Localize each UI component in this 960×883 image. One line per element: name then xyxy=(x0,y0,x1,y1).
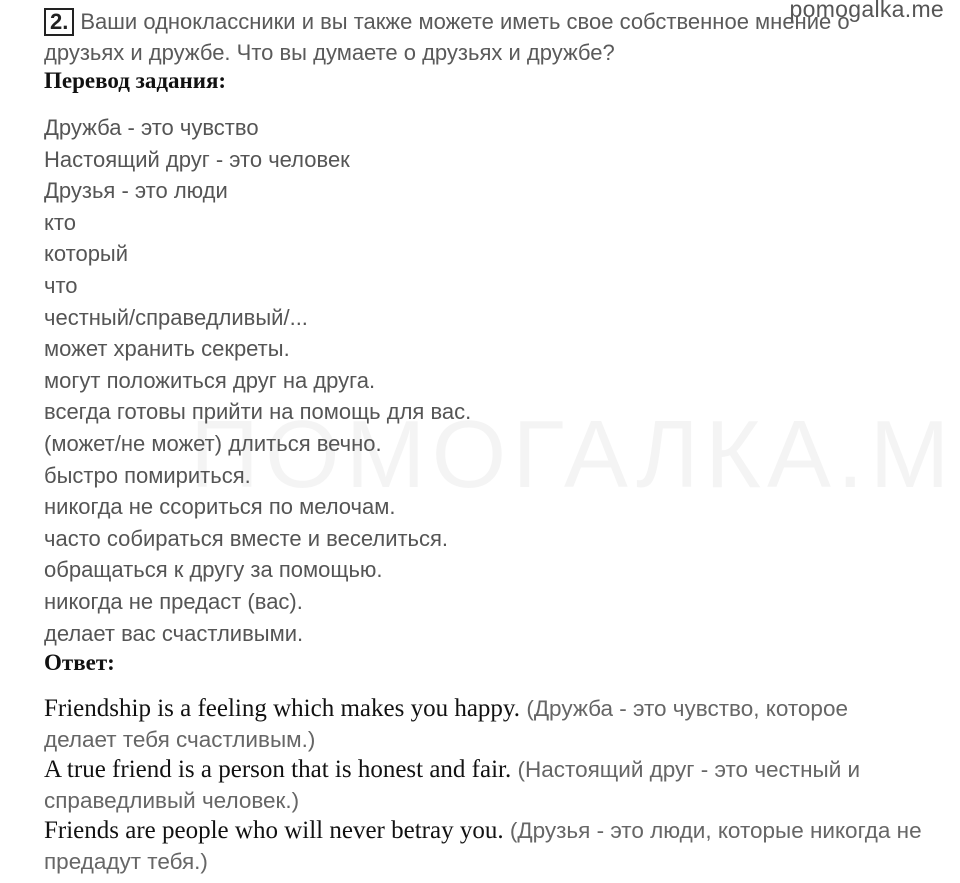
task-header xyxy=(44,6,864,68)
phrase-item: кто xyxy=(44,209,76,235)
task-text: Ваши одноклассники и вы также можете иметь свое собственное мнение о друзьях и дружбе. Что вы думаете о друзьях и дружбе? xyxy=(44,9,850,65)
phrase-list xyxy=(44,112,471,649)
answer-russian: (Друзья - это люди, которые никогда не предадут тебя.) xyxy=(44,818,922,874)
phrase-item: всегда готовы прийти на помощь для вас. xyxy=(44,399,472,425)
phrase-item: никогда не ссориться по мелочам. xyxy=(44,494,396,520)
site-watermark-label: pomogalka.me xyxy=(789,0,944,22)
answer-item xyxy=(44,816,924,877)
phrase-item: быстро помириться. xyxy=(44,462,251,488)
answer-list xyxy=(44,694,924,877)
phrase-item: Настоящий друг - это человек xyxy=(44,146,350,172)
answer-item xyxy=(44,694,924,755)
answer-russian: (Дружба - это чувство, которое делает тебя счастливым.) xyxy=(44,696,848,752)
answer-russian: (Настоящий друг - это честный и справедливый человек.) xyxy=(44,757,861,813)
phrase-item: делает вас счастливыми. xyxy=(44,620,304,646)
phrase-item: Дружба - это чувство xyxy=(44,115,259,140)
answer-english: Friendship is a feeling which makes you happy. xyxy=(44,695,521,722)
phrase-item: что xyxy=(44,272,78,298)
answer-item xyxy=(44,755,924,816)
answer-title: Ответ: xyxy=(44,650,115,675)
phrase-item: честный/справедливый/... xyxy=(44,304,308,330)
task-number-box: 2. xyxy=(44,8,74,36)
phrase-item: (может/не может) длиться вечно. xyxy=(44,430,382,456)
phrase-item: часто собираться вместе и веселиться. xyxy=(44,525,449,551)
phrase-item: Друзья - это люди xyxy=(44,178,228,204)
translation-title: Перевод задания: xyxy=(44,68,227,93)
phrase-item: могут положиться друг на друга. xyxy=(44,367,376,393)
phrase-item: который xyxy=(44,241,129,267)
phrase-item: обращаться к другу за помощью. xyxy=(44,557,383,583)
phrase-item: может хранить секреты. xyxy=(44,336,290,362)
phrase-item: никогда не предаст (вас). xyxy=(44,588,303,614)
answer-english: A true friend is a person that is honest and fair. xyxy=(44,756,512,783)
answer-english: Friends are people who will never betray you. xyxy=(44,817,504,844)
